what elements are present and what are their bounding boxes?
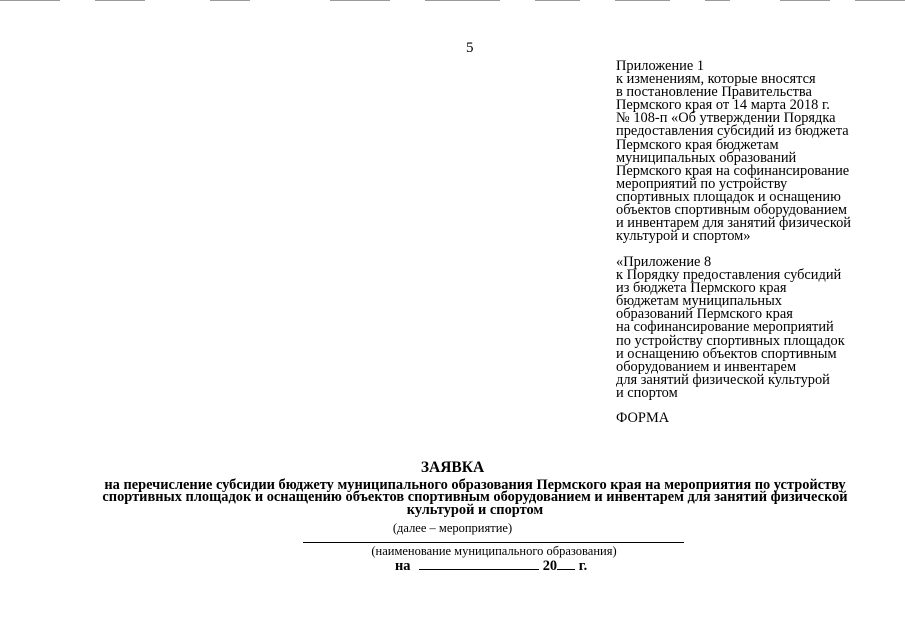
appendix-1-line: и инвентарем для занятий физической (616, 215, 851, 232)
appendix-8-line: на софинансирование мероприятий (616, 319, 834, 336)
date-year-field[interactable] (557, 556, 575, 570)
appendix-1-line: № 108-п «Об утверждении Порядка (616, 110, 836, 127)
appendix-1-line: предоставления субсидий из бюджета (616, 123, 849, 140)
appendix-8-block (616, 256, 876, 400)
top-border-segment (855, 0, 905, 1)
appendix-1-line: Пермского края на софинансирование (616, 162, 850, 179)
appendix-1-line: Пермского края бюджетам (616, 136, 779, 153)
top-border-segment (780, 0, 830, 1)
top-border-segment (425, 0, 500, 1)
top-border-segment (330, 0, 390, 1)
appendix-8-line: бюджетам муниципальных (616, 293, 782, 310)
appendix-8-line: из бюджета Пермского края (616, 280, 787, 297)
date-suffix: г. (578, 558, 588, 574)
date-year-prefix: 20 (542, 558, 558, 574)
document-title: ЗАЯВКА (420, 459, 485, 476)
top-border-segment (95, 0, 145, 1)
page-number: 5 (466, 40, 474, 56)
appendix-8-line: по устройству спортивных площадок (616, 332, 845, 349)
appendix-8-line: и спортом (616, 384, 678, 401)
top-border-segment (705, 0, 730, 1)
subtitle-line: спортивных площадок и оснащению объектов спортивным оборудованием и инвентарем для занятий физической (102, 489, 848, 506)
appendix-1-line: к изменениям, которые вносятся (616, 71, 816, 88)
appendix-8-line: образований Пермского края (616, 306, 793, 323)
subtitle-line: на перечисление субсидии бюджету муниципального образования Пермского края на мероприятия по устройству (104, 477, 846, 493)
form-label: ФОРМА (616, 410, 670, 426)
appendix-1-line: в постановление Правительства (616, 84, 812, 101)
definition-note: (далее – мероприятие) (392, 521, 513, 535)
municipality-name-field[interactable] (303, 542, 684, 543)
top-border-segment (535, 0, 580, 1)
appendix-8-line: и оснащению объектов спортивным (616, 345, 837, 362)
municipality-name-caption: (наименование муниципального образования) (371, 544, 617, 558)
appendix-1-line: объектов спортивным оборудованием (616, 202, 848, 219)
appendix-1-block (616, 60, 876, 243)
appendix-1-line: мероприятий по устройству (616, 175, 788, 192)
date-prefix: на (395, 558, 411, 574)
appendix-8-line: к Порядку предоставления субсидий (616, 267, 842, 284)
subtitle-line: культурой и спортом (406, 501, 544, 518)
appendix-8-line: оборудованием и инвентарем (616, 358, 797, 375)
appendix-1-line: культурой и спортом» (616, 228, 751, 245)
appendix-8-line: «Приложение 8 (616, 254, 712, 270)
top-border-segment (0, 0, 60, 1)
appendix-1-line: Пермского края от 14 марта 2018 г. (616, 97, 830, 114)
appendix-1-line: муниципальных образований (616, 149, 797, 166)
document-subtitle (70, 479, 880, 516)
appendix-1-line: Приложение 1 (616, 58, 705, 74)
top-border-segment (210, 0, 250, 1)
date-day-month-field[interactable] (419, 556, 539, 570)
top-border-segment (615, 0, 670, 1)
appendix-8-line: для занятий физической культурой (616, 371, 830, 388)
appendix-1-line: спортивных площадок и оснащению (616, 188, 841, 205)
date-line (395, 556, 587, 575)
